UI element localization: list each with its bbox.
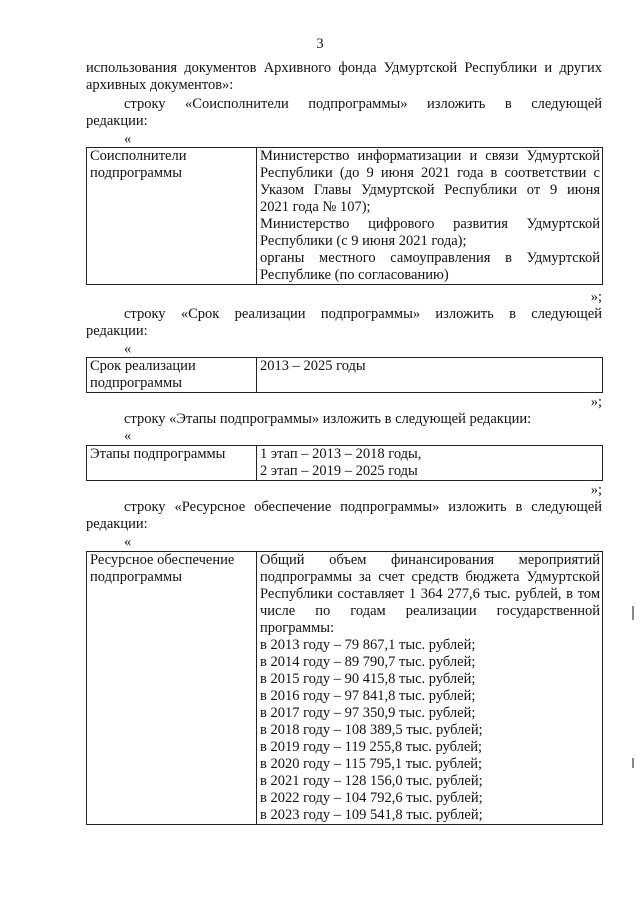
value-line: Республики составляет 1 364 277,6 тыс. рублей, в том bbox=[260, 586, 600, 602]
value-line: Общий объем финансирования мероприятий bbox=[260, 552, 600, 568]
table-row bbox=[87, 552, 603, 825]
value-line: Указом Главы Удмуртской Республики от 9 июня bbox=[260, 182, 600, 198]
value-line: Министерство информатизации и связи Удмуртской bbox=[260, 148, 600, 164]
label-line: подпрограммы bbox=[90, 165, 182, 181]
value-line: Министерство цифрового развития Удмуртской bbox=[260, 216, 600, 232]
table-resources bbox=[86, 551, 603, 825]
value-line: в 2022 году – 104 792,6 тыс. рублей; bbox=[260, 790, 483, 806]
instruction-line: редакции: bbox=[86, 516, 148, 532]
close-quote: »; bbox=[590, 394, 602, 410]
scan-margin-mark bbox=[632, 606, 634, 620]
table-term bbox=[86, 357, 603, 393]
open-quote: « bbox=[124, 341, 132, 357]
instruction-line: редакции: bbox=[86, 323, 148, 339]
value-line: подпрограммы за счет средств бюджета Удмуртской bbox=[260, 569, 600, 585]
table-row bbox=[87, 148, 603, 285]
value-cell bbox=[257, 446, 603, 481]
value-line: в 2023 году – 109 541,8 тыс. рублей; bbox=[260, 807, 483, 823]
instruction-continuation bbox=[86, 323, 602, 340]
label-line: Соисполнители bbox=[90, 148, 187, 164]
value-line: в 2019 году – 119 255,8 тыс. рублей; bbox=[260, 739, 483, 755]
value-line: Республике (по согласованию) bbox=[260, 267, 449, 283]
value-line: в 2014 году – 89 790,7 тыс. рублей; bbox=[260, 654, 476, 670]
scan-margin-mark bbox=[632, 758, 634, 768]
label-cell bbox=[87, 358, 257, 393]
value-line: 2 этап – 2019 – 2025 годы bbox=[260, 463, 418, 479]
open-quote: « bbox=[124, 428, 132, 444]
value-line: в 2021 году – 128 156,0 тыс. рублей; bbox=[260, 773, 483, 789]
label-line: Этапы подпрограммы bbox=[90, 446, 226, 462]
intro-line: архивных документов»: bbox=[86, 77, 234, 93]
instruction-line: редакции: bbox=[86, 113, 148, 129]
close-quote: »; bbox=[590, 289, 602, 305]
instruction-paragraph bbox=[86, 96, 602, 113]
value-line: органы местного самоуправления в Удмуртской bbox=[260, 250, 600, 266]
label-cell bbox=[87, 552, 257, 825]
instruction-continuation bbox=[86, 516, 602, 533]
value-line: в 2015 году – 90 415,8 тыс. рублей; bbox=[260, 671, 476, 687]
table-coexecutors bbox=[86, 147, 603, 285]
intro-line: использования документов Архивного фонда Удмуртской Республики и других bbox=[86, 60, 602, 76]
value-line: в 2017 году – 97 350,9 тыс. рублей; bbox=[260, 705, 476, 721]
label-cell bbox=[87, 148, 257, 285]
value-line: программы: bbox=[260, 620, 335, 636]
value-cell bbox=[257, 148, 603, 285]
label-line: Срок реализации bbox=[90, 358, 196, 374]
table-stages bbox=[86, 445, 603, 481]
value-line: 2013 – 2025 годы bbox=[260, 358, 366, 374]
value-cell bbox=[257, 552, 603, 825]
label-cell bbox=[87, 446, 257, 481]
label-line: Ресурсное обеспечение bbox=[90, 552, 235, 568]
instruction-paragraph bbox=[86, 306, 602, 323]
label-line: подпрограммы bbox=[90, 569, 182, 585]
instruction-line: строку «Срок реализации подпрограммы» изложить в следующей bbox=[124, 306, 602, 322]
label-line: подпрограммы bbox=[90, 375, 182, 391]
value-line: в 2018 году – 108 389,5 тыс. рублей; bbox=[260, 722, 483, 738]
value-line: 1 этап – 2013 – 2018 годы, bbox=[260, 446, 422, 462]
open-quote: « bbox=[124, 131, 132, 147]
instruction-line: строку «Соисполнители подпрограммы» изложить в следующей bbox=[124, 96, 602, 112]
value-line: в 2020 году – 115 795,1 тыс. рублей; bbox=[260, 756, 483, 772]
table-row bbox=[87, 446, 603, 481]
instruction-paragraph bbox=[86, 411, 602, 428]
instruction-line: строку «Ресурсное обеспечение подпрограммы» изложить в следующей bbox=[124, 499, 602, 515]
value-line: числе по годам реализации государственной bbox=[260, 603, 600, 619]
value-line: Республики (до 9 июня 2021 года в соответствии с bbox=[260, 165, 600, 181]
page-number: 3 bbox=[316, 36, 324, 52]
value-line: в 2013 году – 79 867,1 тыс. рублей; bbox=[260, 637, 476, 653]
value-cell bbox=[257, 358, 603, 393]
value-line: Республики (с 9 июня 2021 года); bbox=[260, 233, 467, 249]
instruction-continuation bbox=[86, 113, 602, 130]
table-row bbox=[87, 358, 603, 393]
open-quote: « bbox=[124, 534, 132, 550]
value-line: в 2016 году – 97 841,8 тыс. рублей; bbox=[260, 688, 476, 704]
instruction-line: строку «Этапы подпрограммы» изложить в следующей редакции: bbox=[124, 411, 532, 427]
close-quote: »; bbox=[590, 482, 602, 498]
value-line: 2021 года № 107); bbox=[260, 199, 371, 215]
instruction-paragraph bbox=[86, 499, 602, 516]
intro-paragraph bbox=[86, 60, 602, 94]
